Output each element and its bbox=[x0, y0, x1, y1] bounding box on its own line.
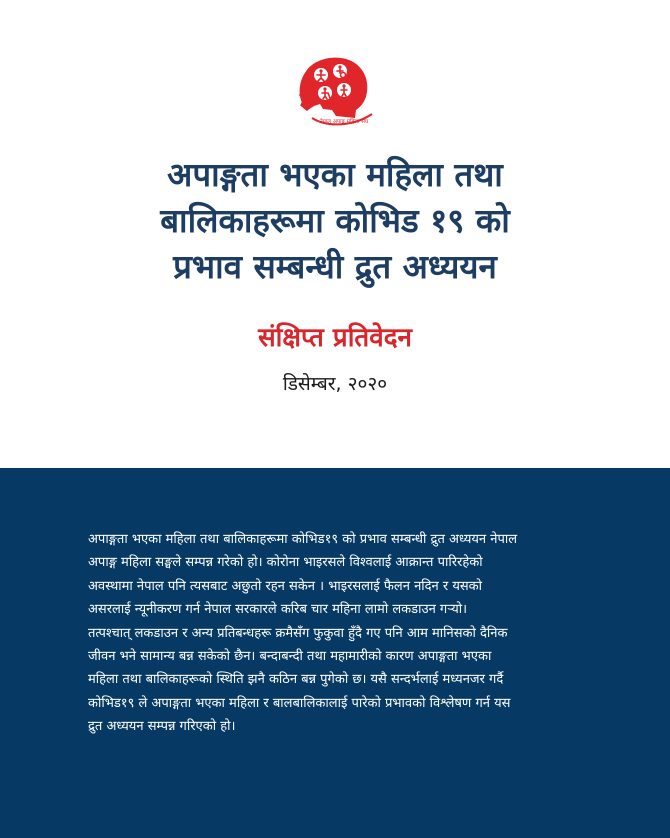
organization-logo bbox=[292, 52, 378, 128]
report-title-line: बालिकाहरूमा कोभिड १९ को bbox=[160, 201, 510, 240]
summary-line: कोभिड१९ ले अपाङ्गता भएका महिला र बालबालिकालाई पारेको प्रभावको विश्लेषण गर्न यस bbox=[88, 695, 511, 711]
report-title bbox=[40, 152, 630, 290]
svg-text:नेपाल अपाङ्ग महिला संघ: नेपाल अपाङ्ग महिला संघ bbox=[319, 119, 369, 125]
summary-line: अवस्थामा नेपाल पनि त्यसबाट अछुतो रहन सकेन । भाइरसलाई फैलन नदिन र यसको bbox=[88, 578, 483, 594]
summary-line: जीवन भने सामान्य बन्न सकेको छैन। बन्दाबन्दी तथा महामारीको कारण अपाङ्गता भएका bbox=[88, 649, 492, 665]
report-date: डिसेम्बर, २०२० bbox=[282, 373, 388, 395]
report-subtitle: संक्षिप्त प्रतिवेदन bbox=[258, 323, 412, 353]
summary-line: द्रुत अध्ययन सम्पन्न गरिएको हो। bbox=[88, 719, 236, 735]
organization-logo-emblem bbox=[292, 52, 378, 128]
report-title-line: अपाङ्गता भएका महिला तथा bbox=[167, 155, 503, 194]
summary-paragraph bbox=[88, 528, 618, 739]
summary-line: अपाङ्ग महिला सङ्घले सम्पन्न गरेको हो। कोरोना भाइरसले विश्वलाई आक्रान्त पारिरहेको bbox=[88, 555, 483, 571]
report-title-line: प्रभाव सम्बन्धी द्रुत अध्ययन bbox=[173, 247, 497, 286]
summary-line: अपाङ्गता भएका महिला तथा बालिकाहरूमा कोभिड१९ को प्रभाव सम्बन्धी द्रुत अध्ययन नेपाल bbox=[88, 532, 518, 547]
summary-line: असरलाई न्यूनीकरण गर्न नेपाल सरकारले करिब चार महिना लामो लकडाउन गऱ्यो। bbox=[88, 602, 468, 618]
summary-line: तत्पश्चात् लकडाउन र अन्य प्रतिबन्धहरू क्रमैसँग फुकुवा हुँदै गए पनि आम मानिसको दैनिक bbox=[88, 625, 508, 641]
summary-line: महिला तथा बालिकाहरूको स्थिति झनै कठिन बन्न पुगेको छ। यसै सन्दर्भलाई मध्यनजर गर्दै bbox=[88, 672, 504, 688]
